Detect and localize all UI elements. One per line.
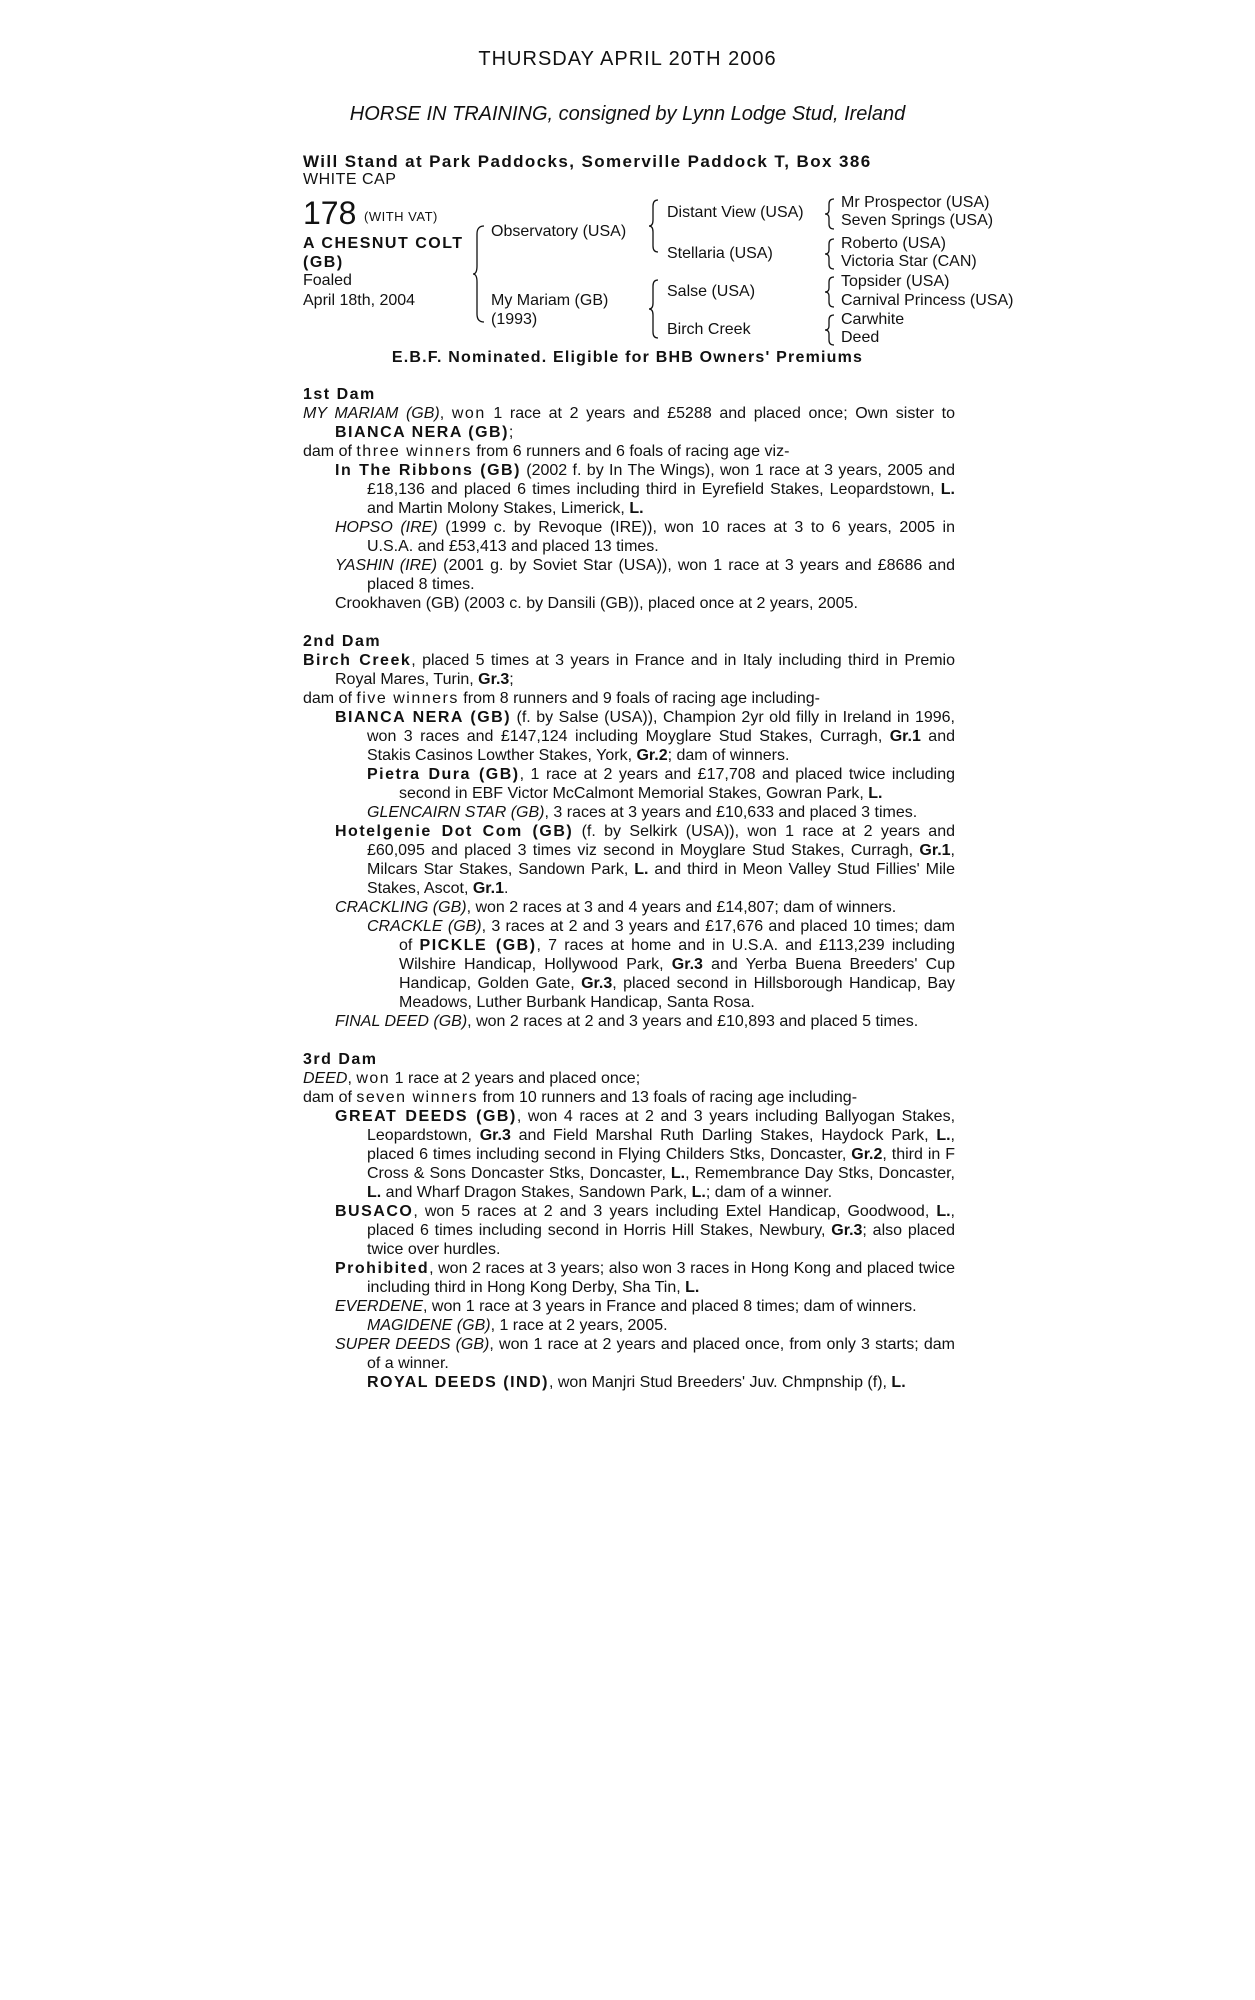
ebf-eligibility: E.B.F. Nominated. Eligible for BHB Owners' Premiums (391, 349, 864, 366)
produce-text: , 7 races at home and in U.S.A. and £113,239 including Wilshire Handicap, Hollywood Park, (399, 937, 955, 973)
dam-of-suffix: from 10 runners and 13 foals of racing age including- (478, 1089, 858, 1106)
listed-mark: L. (634, 861, 649, 878)
produce-entry (303, 822, 955, 898)
produce-text: , won 2 races at 3 years; also won 3 races in Hong Kong and placed twice including third in Hong Kong Derby, Sha Tin, (367, 1260, 955, 1296)
produce-name: Prohibited (335, 1260, 430, 1277)
produce-name: Hotelgenie Dot Com (GB) (335, 823, 574, 840)
produce-text: (2001 g. by Soviet Star (USA)), won 1 race at 3 years and £8686 and placed 8 times. (367, 557, 956, 593)
pedigree-dss: Topsider (USA) (841, 273, 950, 290)
listed-mark: L. (936, 1127, 951, 1144)
group-mark: Gr.3 (581, 975, 613, 992)
second-dam-intro-end: ; (509, 671, 514, 688)
pedigree-sdd: Victoria Star (CAN) (841, 253, 977, 270)
produce-text: (f. by Selkirk (USA)), won 1 race at 2 years and £60,095 and placed 3 times viz second in Moyglare Stud Stakes, Curragh, (367, 823, 955, 859)
first-dam-dam-of (303, 442, 955, 461)
vat-note: (WITH VAT) (364, 209, 438, 224)
produce-text: , 1 race at 2 years and £17,708 and placed twice including second in EBF Victor McCalmont Memorial Stakes, Gowran Park, (399, 766, 955, 802)
produce-text: , Remembrance Day Stks, Doncaster, (685, 1165, 956, 1182)
third-dam-dam-of (303, 1088, 955, 1107)
produce-name: MAGIDENE (GB) (367, 1317, 491, 1334)
produce-text: and Martin Molony Stakes, Limerick, (367, 500, 630, 517)
produce-text: and Yerba Buena Breeders' Cup Handicap, Golden Gate, (399, 956, 956, 992)
produce-entry (303, 518, 955, 556)
produce-entry (303, 461, 955, 518)
dam-of-suffix: from 8 runners and 9 foals of racing age including- (458, 690, 820, 707)
second-dam-intro-text: , placed 5 times at 3 years in France and in Italy including third in Premio Royal Mares, Turin, (335, 652, 955, 688)
produce-entry (303, 594, 955, 613)
pedigree-brace-ss (824, 197, 836, 231)
listed-mark: L. (936, 1203, 951, 1220)
pedigree-brace-sd (824, 237, 836, 271)
listed-mark: L. (629, 500, 644, 517)
first-dam-intro-text: 1 race at 2 years and £5288 and placed once; Own sister to (485, 405, 956, 422)
first-dam-intro: MY MARIAM (GB), won 1 race at 2 years and £5288 and placed once; Own sister to BIANCA NERA (GB); (303, 405, 956, 441)
listed-mark: L. (891, 1374, 906, 1391)
cap-colour: WHITE CAP (303, 171, 397, 188)
produce-text: and third in Meon Valley Stud Fillies' Mile Stakes, Ascot, (367, 861, 956, 897)
produce-entry (303, 1012, 955, 1031)
produce-name: YASHIN (IRE) (335, 557, 438, 574)
pedigree-sire-dam: Stellaria (USA) (667, 245, 773, 262)
produce-name: ROYAL DEEDS (IND) (367, 1374, 549, 1391)
second-dam-intro (303, 651, 955, 689)
group-mark: Gr.3 (478, 671, 510, 688)
produce-text: , won 4 races at 2 and 3 years including Ballyogan Stakes, Leopardstown, (367, 1108, 956, 1144)
produce-entry (303, 898, 955, 917)
produce-entry (303, 803, 955, 822)
winners-count: seven winners (356, 1089, 479, 1106)
produce-entry (303, 1107, 955, 1202)
produce-entry (303, 708, 955, 765)
pedigree-dsd: Carnival Princess (USA) (841, 292, 1014, 309)
group-mark: Gr.3 (671, 956, 703, 973)
produce-entry (303, 1259, 955, 1297)
pedigree-brace-sire (648, 198, 660, 254)
produce-text: , won 1 race at 3 years in France and placed 8 times; dam of winners. (423, 1298, 917, 1315)
produce-text: , won 1 race at 2 years and placed once, from only 3 starts; dam of a winner. (367, 1336, 956, 1372)
produce-text: (2002 f. by In The Wings), won 1 race at 3 years, 2005 and £18,136 and placed 6 times including third in Eyrefield Stakes, Leopardstown, (367, 462, 955, 498)
foaled-label: Foaled (303, 272, 352, 289)
dam-of-suffix: from 6 runners and 6 foals of racing age viz- (471, 443, 790, 460)
produce-text: (f. by Salse (USA)), Champion 2yr old filly in Ireland in 1996, won 3 races and £147,124 including Moyglare Stud Stakes, Curragh, (367, 709, 955, 745)
pedigree-brace-main (472, 224, 486, 324)
group-mark: Gr.1 (919, 842, 951, 859)
produce-text: , third in F Cross & Sons Doncaster Stks, Doncaster, (367, 1146, 955, 1182)
first-dam-won: won (451, 405, 486, 422)
produce-entry (303, 1335, 955, 1373)
produce-entry (303, 1316, 955, 1335)
pedigree-ddd: Deed (841, 329, 880, 346)
produce-text: , won 2 races at 3 and 4 years and £14,807; dam of winners. (466, 899, 897, 916)
horse-origin: (GB) (303, 254, 344, 271)
produce-text: , 3 races at 2 and 3 years and £17,676 and placed 10 times; dam of (399, 918, 955, 954)
produce-text: , won Manjri Stud Breeders' Juv. Chmpnship (f), (548, 1374, 892, 1391)
produce-entry (303, 556, 955, 594)
second-dam-dam-of (303, 689, 955, 708)
produce-text: , won 2 races at 2 and 3 years and £10,893 and placed 5 times. (467, 1013, 919, 1030)
group-mark: Gr.1 (889, 728, 921, 745)
third-dam-won: won (356, 1070, 391, 1087)
third-dam-heading: 3rd Dam (303, 1051, 378, 1068)
pedigree-brace-ds (824, 275, 836, 309)
group-mark: Gr.2 (851, 1146, 883, 1163)
produce-name: BIANCA NERA (GB) (335, 709, 512, 726)
stand-location: Will Stand at Park Paddocks, Somerville Paddock T, Box 386 (303, 152, 872, 171)
produce-entry (303, 765, 955, 803)
listed-mark: L. (685, 1279, 700, 1296)
produce-name: Pietra Dura (GB) (367, 766, 520, 783)
first-dam-intro-end: ; (508, 424, 514, 441)
third-dam-intro: DEED, won 1 race at 2 years and placed once; (303, 1070, 641, 1087)
produce-entry (303, 1373, 955, 1392)
second-dam-heading: 2nd Dam (303, 633, 382, 650)
third-dam-name: DEED (303, 1070, 348, 1087)
produce-name: CRACKLE (GB) (367, 918, 482, 935)
produce-name: In The Ribbons (GB) (335, 462, 521, 479)
pedigree-ssd: Seven Springs (USA) (841, 212, 994, 229)
produce-text: . (503, 880, 509, 897)
produce-name: GREAT DEEDS (GB) (335, 1108, 517, 1125)
second-dam-name: Birch Creek (303, 652, 412, 669)
produce-record (303, 385, 955, 1392)
pedigree-sss: Mr Prospector (USA) (841, 194, 990, 211)
listed-mark: L. (868, 785, 883, 802)
produce-entry (303, 1297, 955, 1316)
produce-text: and Field Marshal Ruth Darling Stakes, Haydock Park, (510, 1127, 937, 1144)
sale-date: THURSDAY APRIL 20TH 2006 (478, 48, 777, 70)
group-mark: Gr.3 (831, 1222, 863, 1239)
horse-description: A CHESNUT COLT (303, 235, 464, 252)
first-dam-sister: BIANCA NERA (GB) (335, 424, 509, 441)
produce-text: , placed 6 times including second in Flying Childers Stks, Doncaster, (367, 1127, 955, 1163)
third-dam-intro-text: 1 race at 2 years and placed once; (390, 1070, 641, 1087)
produce-name: CRACKLING (GB) (335, 899, 467, 916)
produce-text: , Milcars Star Stakes, Sandown Park, (367, 842, 955, 878)
foaled-date: April 18th, 2004 (303, 292, 416, 309)
pedigree-sire: Observatory (USA) (491, 223, 627, 240)
pedigree-dam-sire: Salse (USA) (667, 283, 756, 300)
dam-of-prefix: dam of (303, 443, 357, 460)
produce-name: GLENCAIRN STAR (GB) (367, 804, 545, 821)
pedigree-brace-dd (824, 313, 836, 347)
pedigree-dam: My Mariam (GB) (491, 292, 609, 309)
produce-name: FINAL DEED (GB) (335, 1013, 468, 1030)
produce-text: , 3 races at 3 years and £10,633 and placed 3 times. (544, 804, 918, 821)
pedigree-sds: Roberto (USA) (841, 235, 946, 252)
produce-name: HOPSO (IRE) (335, 519, 438, 536)
produce-text: , won 5 races at 2 and 3 years including Extel Handicap, Goodwood, (413, 1203, 937, 1220)
dam-of-prefix: dam of (303, 690, 357, 707)
group-mark: Gr.1 (472, 880, 504, 897)
listed-mark: L. (940, 481, 955, 498)
produce-name: PICKLE (GB) (419, 937, 537, 954)
lot-number: 178 (303, 195, 357, 231)
listed-mark: L. (670, 1165, 686, 1182)
listed-mark: L. (367, 1184, 382, 1201)
listed-mark: L. (691, 1184, 706, 1201)
group-mark: Gr.2 (636, 747, 668, 764)
group-mark: Gr.3 (479, 1127, 511, 1144)
produce-text: , 1 race at 2 years, 2005. (490, 1317, 668, 1334)
winners-count: five winners (356, 690, 459, 707)
first-dam-name: MY MARIAM (GB) (303, 405, 440, 422)
produce-name: EVERDENE (335, 1298, 424, 1315)
pedigree-dam-dam: Birch Creek (667, 321, 751, 338)
dam-of-prefix: dam of (303, 1089, 357, 1106)
produce-text: and Stakis Casinos Lowther Stakes, York, (367, 728, 955, 764)
produce-text: ; also placed twice over hurdles. (367, 1222, 955, 1258)
produce-name: BUSACO (335, 1203, 414, 1220)
produce-text: , placed 6 times including second in Horris Hill Stakes, Newbury, (367, 1203, 955, 1239)
pedigree-sire-sire: Distant View (USA) (667, 204, 804, 221)
pedigree-dam-year: (1993) (491, 311, 538, 328)
produce-text: Crookhaven (GB) (2003 c. by Dansili (GB)), placed once at 2 years, 2005. (335, 595, 858, 612)
produce-text: , placed second in Hillsborough Handicap, Bay Meadows, Luther Burbank Handicap, Santa Rosa. (399, 975, 956, 1011)
pedigree-dds: Carwhite (841, 311, 905, 328)
pedigree-brace-dam (648, 278, 660, 340)
winners-count: three winners (356, 443, 472, 460)
produce-text: (1999 c. by Revoque (IRE)), won 10 races at 3 to 6 years, 2005 in U.S.A. and £53,413 and placed 13 times. (367, 519, 956, 555)
consignment-line: HORSE IN TRAINING, consigned by Lynn Lodge Stud, Ireland (349, 103, 906, 125)
produce-text: ; dam of winners. (667, 747, 790, 764)
produce-entry (303, 917, 955, 1012)
produce-text: and Wharf Dragon Stakes, Sandown Park, (381, 1184, 692, 1201)
produce-entry (303, 1202, 955, 1259)
produce-name: SUPER DEEDS (GB) (335, 1336, 490, 1353)
produce-text: ; dam of a winner. (705, 1184, 833, 1201)
first-dam-heading: 1st Dam (303, 386, 376, 403)
